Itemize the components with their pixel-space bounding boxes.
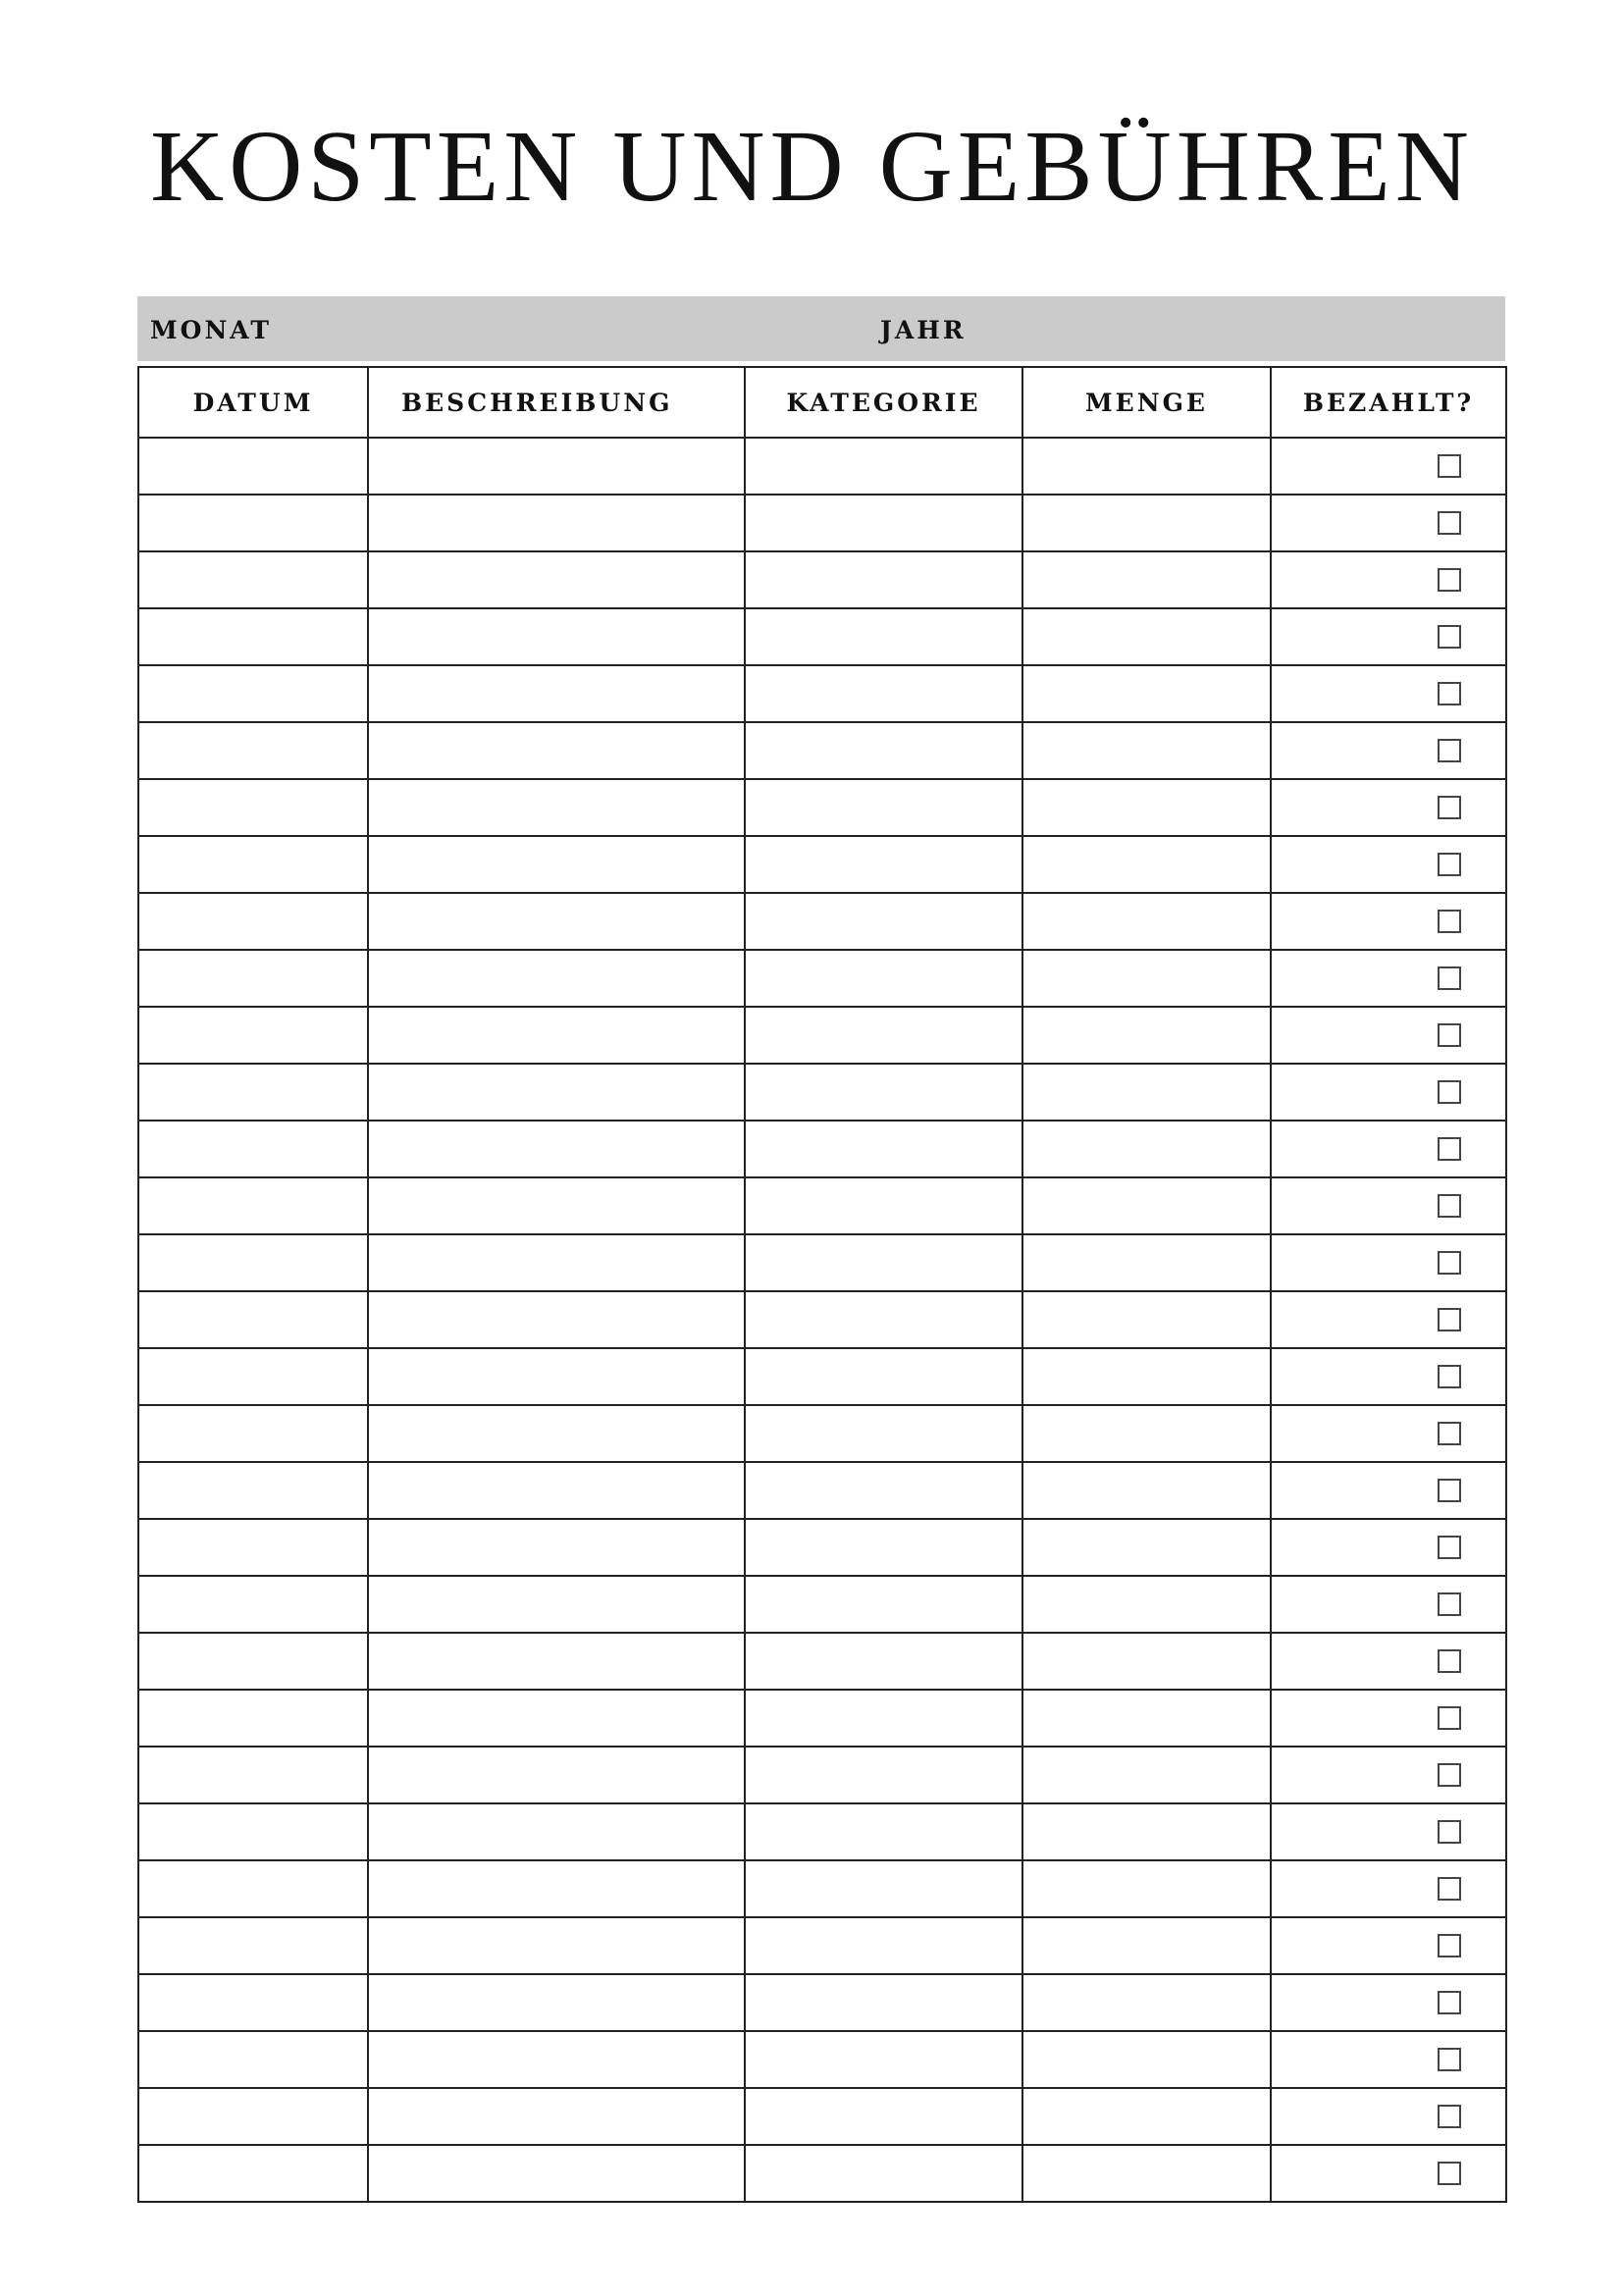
bezahlt-cell	[1271, 2031, 1506, 2088]
paid-checkbox[interactable]	[1438, 1251, 1461, 1275]
month-year-bar	[137, 296, 1505, 361]
bezahlt-cell	[1271, 551, 1506, 608]
bezahlt-cell	[1271, 1007, 1506, 1064]
beschreibung-cell[interactable]	[368, 1234, 745, 1291]
table-row	[138, 1177, 1506, 1234]
paid-checkbox[interactable]	[1438, 682, 1461, 705]
paid-checkbox[interactable]	[1438, 625, 1461, 649]
kategorie-cell[interactable]	[745, 1917, 1022, 1974]
menge-cell[interactable]	[1022, 2031, 1271, 2088]
bezahlt-cell	[1271, 2088, 1506, 2145]
datum-cell[interactable]	[138, 2088, 368, 2145]
datum-cell[interactable]	[138, 665, 368, 722]
menge-cell[interactable]	[1022, 1974, 1271, 2031]
kategorie-cell[interactable]	[745, 1974, 1022, 2031]
kategorie-cell[interactable]	[745, 1519, 1022, 1576]
bezahlt-cell	[1271, 1860, 1506, 1917]
paid-checkbox[interactable]	[1438, 454, 1461, 478]
datum-cell[interactable]	[138, 1121, 368, 1177]
datum-cell[interactable]	[138, 1860, 368, 1917]
beschreibung-cell[interactable]	[368, 2088, 745, 2145]
menge-cell[interactable]	[1022, 1747, 1271, 1803]
paid-checkbox[interactable]	[1438, 1649, 1461, 1673]
column-header-beschreibung: BESCHREIBUNG	[368, 367, 745, 438]
beschreibung-cell[interactable]	[368, 722, 745, 779]
datum-cell[interactable]	[138, 551, 368, 608]
paid-checkbox[interactable]	[1438, 1991, 1461, 2014]
beschreibung-cell[interactable]	[368, 836, 745, 893]
table-row	[138, 2088, 1506, 2145]
table-row	[138, 2031, 1506, 2088]
table-row	[138, 1633, 1506, 1690]
menge-cell[interactable]	[1022, 950, 1271, 1007]
table-row	[138, 722, 1506, 779]
month-label: MONAT	[150, 316, 272, 344]
kategorie-cell[interactable]	[745, 2031, 1022, 2088]
datum-cell[interactable]	[138, 1291, 368, 1348]
datum-cell[interactable]	[138, 1519, 368, 1576]
datum-cell[interactable]	[138, 1576, 368, 1633]
beschreibung-cell[interactable]	[368, 1007, 745, 1064]
datum-cell[interactable]	[138, 1007, 368, 1064]
kategorie-cell[interactable]	[745, 722, 1022, 779]
bezahlt-cell	[1271, 2145, 1506, 2202]
kategorie-cell[interactable]	[745, 438, 1022, 495]
kategorie-cell[interactable]	[745, 1860, 1022, 1917]
paid-checkbox[interactable]	[1438, 1080, 1461, 1104]
table-row	[138, 1519, 1506, 1576]
bezahlt-cell	[1271, 1803, 1506, 1860]
datum-cell[interactable]	[138, 1064, 368, 1121]
paid-checkbox[interactable]	[1438, 1023, 1461, 1047]
menge-cell[interactable]	[1022, 893, 1271, 950]
table-row	[138, 608, 1506, 665]
beschreibung-cell[interactable]	[368, 893, 745, 950]
kategorie-cell[interactable]	[745, 2088, 1022, 2145]
column-header-kategorie: KATEGORIE	[745, 367, 1022, 438]
table-body	[138, 438, 1506, 2202]
paid-checkbox[interactable]	[1438, 966, 1461, 990]
kategorie-cell[interactable]	[745, 1348, 1022, 1405]
bezahlt-cell	[1271, 779, 1506, 836]
paid-checkbox[interactable]	[1438, 1763, 1461, 1787]
datum-cell[interactable]	[138, 893, 368, 950]
datum-cell[interactable]	[138, 836, 368, 893]
beschreibung-cell[interactable]	[368, 1974, 745, 2031]
kategorie-cell[interactable]	[745, 2145, 1022, 2202]
datum-cell[interactable]	[138, 950, 368, 1007]
paid-checkbox[interactable]	[1438, 568, 1461, 592]
beschreibung-cell[interactable]	[368, 1348, 745, 1405]
bezahlt-cell	[1271, 608, 1506, 665]
datum-cell[interactable]	[138, 1177, 368, 1234]
paid-checkbox[interactable]	[1438, 1137, 1461, 1161]
menge-cell[interactable]	[1022, 1007, 1271, 1064]
datum-cell[interactable]	[138, 1974, 368, 2031]
paid-checkbox[interactable]	[1438, 796, 1461, 819]
table-row	[138, 1917, 1506, 1974]
table-header-row	[138, 367, 1506, 438]
kategorie-cell[interactable]	[745, 1462, 1022, 1519]
table-row	[138, 665, 1506, 722]
menge-cell[interactable]	[1022, 608, 1271, 665]
menge-cell[interactable]	[1022, 1405, 1271, 1462]
bezahlt-cell	[1271, 438, 1506, 495]
menge-cell[interactable]	[1022, 1177, 1271, 1234]
beschreibung-cell[interactable]	[368, 1690, 745, 1747]
paid-checkbox[interactable]	[1438, 2048, 1461, 2071]
menge-cell[interactable]	[1022, 2145, 1271, 2202]
column-header-bezahlt: BEZAHLT?	[1271, 367, 1506, 438]
beschreibung-cell[interactable]	[368, 1917, 745, 1974]
kategorie-cell[interactable]	[745, 1803, 1022, 1860]
kategorie-cell[interactable]	[745, 1007, 1022, 1064]
kategorie-cell[interactable]	[745, 1064, 1022, 1121]
beschreibung-cell[interactable]	[368, 779, 745, 836]
beschreibung-cell[interactable]	[368, 1291, 745, 1348]
table-row	[138, 551, 1506, 608]
kategorie-cell[interactable]	[745, 1690, 1022, 1747]
table-row	[138, 1291, 1506, 1348]
bezahlt-cell	[1271, 836, 1506, 893]
page-title: KOSTEN UND GEBÜHREN	[150, 110, 1474, 223]
beschreibung-cell[interactable]	[368, 2031, 745, 2088]
menge-cell[interactable]	[1022, 1291, 1271, 1348]
datum-cell[interactable]	[138, 2031, 368, 2088]
beschreibung-cell[interactable]	[368, 1462, 745, 1519]
menge-cell[interactable]	[1022, 1462, 1271, 1519]
paid-checkbox[interactable]	[1438, 1706, 1461, 1730]
table-row	[138, 1064, 1506, 1121]
paid-checkbox[interactable]	[1438, 1934, 1461, 1957]
bezahlt-cell	[1271, 1519, 1506, 1576]
beschreibung-cell[interactable]	[368, 1803, 745, 1860]
kategorie-cell[interactable]	[745, 1405, 1022, 1462]
table-row	[138, 836, 1506, 893]
bezahlt-cell	[1271, 1917, 1506, 1974]
kategorie-cell[interactable]	[745, 893, 1022, 950]
beschreibung-cell[interactable]	[368, 1519, 745, 1576]
expense-table	[137, 366, 1507, 2203]
table-row	[138, 495, 1506, 551]
menge-cell[interactable]	[1022, 1860, 1271, 1917]
beschreibung-cell[interactable]	[368, 1633, 745, 1690]
table-row	[138, 1348, 1506, 1405]
beschreibung-cell[interactable]	[368, 495, 745, 551]
column-header-menge: MENGE	[1022, 367, 1271, 438]
table-row	[138, 1576, 1506, 1633]
table-row	[138, 1405, 1506, 1462]
table-row	[138, 438, 1506, 495]
menge-cell[interactable]	[1022, 1121, 1271, 1177]
menge-cell[interactable]	[1022, 1803, 1271, 1860]
kategorie-cell[interactable]	[745, 1633, 1022, 1690]
datum-cell[interactable]	[138, 1234, 368, 1291]
table-row	[138, 779, 1506, 836]
bezahlt-cell	[1271, 1405, 1506, 1462]
datum-cell[interactable]	[138, 1405, 368, 1462]
menge-cell[interactable]	[1022, 1234, 1271, 1291]
beschreibung-cell[interactable]	[368, 1747, 745, 1803]
bezahlt-cell	[1271, 1291, 1506, 1348]
bezahlt-cell	[1271, 1462, 1506, 1519]
beschreibung-cell[interactable]	[368, 551, 745, 608]
menge-cell[interactable]	[1022, 1576, 1271, 1633]
kategorie-cell[interactable]	[745, 1291, 1022, 1348]
paid-checkbox[interactable]	[1438, 1479, 1461, 1502]
paid-checkbox[interactable]	[1438, 1308, 1461, 1331]
datum-cell[interactable]	[138, 438, 368, 495]
paid-checkbox[interactable]	[1438, 1536, 1461, 1559]
menge-cell[interactable]	[1022, 551, 1271, 608]
menge-cell[interactable]	[1022, 1348, 1271, 1405]
datum-cell[interactable]	[138, 722, 368, 779]
menge-cell[interactable]	[1022, 438, 1271, 495]
bezahlt-cell	[1271, 1348, 1506, 1405]
kategorie-cell[interactable]	[745, 608, 1022, 665]
menge-cell[interactable]	[1022, 1519, 1271, 1576]
beschreibung-cell[interactable]	[368, 1177, 745, 1234]
table-row	[138, 2145, 1506, 2202]
table-row	[138, 1860, 1506, 1917]
beschreibung-cell[interactable]	[368, 1121, 745, 1177]
kategorie-cell[interactable]	[745, 1177, 1022, 1234]
menge-cell[interactable]	[1022, 1064, 1271, 1121]
beschreibung-cell[interactable]	[368, 950, 745, 1007]
paid-checkbox[interactable]	[1438, 1877, 1461, 1901]
menge-cell[interactable]	[1022, 1633, 1271, 1690]
table-row	[138, 1234, 1506, 1291]
table-row	[138, 1462, 1506, 1519]
paid-checkbox[interactable]	[1438, 1365, 1461, 1388]
paid-checkbox[interactable]	[1438, 2162, 1461, 2185]
datum-cell[interactable]	[138, 1462, 368, 1519]
bezahlt-cell	[1271, 1690, 1506, 1747]
beschreibung-cell[interactable]	[368, 1405, 745, 1462]
paid-checkbox[interactable]	[1438, 1194, 1461, 1218]
bezahlt-cell	[1271, 1576, 1506, 1633]
paid-checkbox[interactable]	[1438, 739, 1461, 762]
bezahlt-cell	[1271, 1747, 1506, 1803]
bezahlt-cell	[1271, 722, 1506, 779]
table-row	[138, 1007, 1506, 1064]
beschreibung-cell[interactable]	[368, 608, 745, 665]
datum-cell[interactable]	[138, 1917, 368, 1974]
menge-cell[interactable]	[1022, 722, 1271, 779]
beschreibung-cell[interactable]	[368, 2145, 745, 2202]
table-row	[138, 1747, 1506, 1803]
datum-cell[interactable]	[138, 608, 368, 665]
paid-checkbox[interactable]	[1438, 853, 1461, 876]
kategorie-cell[interactable]	[745, 779, 1022, 836]
datum-cell[interactable]	[138, 1747, 368, 1803]
kategorie-cell[interactable]	[745, 836, 1022, 893]
beschreibung-cell[interactable]	[368, 665, 745, 722]
table-row	[138, 1690, 1506, 1747]
table-row	[138, 1803, 1506, 1860]
paid-checkbox[interactable]	[1438, 1592, 1461, 1616]
table-row	[138, 950, 1506, 1007]
bezahlt-cell	[1271, 950, 1506, 1007]
bezahlt-cell	[1271, 1121, 1506, 1177]
expense-table-wrapper	[137, 366, 1505, 2203]
datum-cell[interactable]	[138, 2145, 368, 2202]
menge-cell[interactable]	[1022, 779, 1271, 836]
bezahlt-cell	[1271, 1234, 1506, 1291]
menge-cell[interactable]	[1022, 1690, 1271, 1747]
paid-checkbox[interactable]	[1438, 511, 1461, 535]
beschreibung-cell[interactable]	[368, 438, 745, 495]
menge-cell[interactable]	[1022, 2088, 1271, 2145]
table-row	[138, 893, 1506, 950]
bezahlt-cell	[1271, 1974, 1506, 2031]
table-row	[138, 1121, 1506, 1177]
bezahlt-cell	[1271, 1064, 1506, 1121]
datum-cell[interactable]	[138, 495, 368, 551]
kategorie-cell[interactable]	[745, 1747, 1022, 1803]
bezahlt-cell	[1271, 1177, 1506, 1234]
bezahlt-cell	[1271, 665, 1506, 722]
kategorie-cell[interactable]	[745, 551, 1022, 608]
kategorie-cell[interactable]	[745, 665, 1022, 722]
beschreibung-cell[interactable]	[368, 1576, 745, 1633]
menge-cell[interactable]	[1022, 665, 1271, 722]
paid-checkbox[interactable]	[1438, 910, 1461, 933]
paid-checkbox[interactable]	[1438, 1820, 1461, 1844]
kategorie-cell[interactable]	[745, 495, 1022, 551]
datum-cell[interactable]	[138, 1803, 368, 1860]
bezahlt-cell	[1271, 495, 1506, 551]
kategorie-cell[interactable]	[745, 1234, 1022, 1291]
datum-cell[interactable]	[138, 779, 368, 836]
bezahlt-cell	[1271, 1633, 1506, 1690]
year-label: JAHR	[880, 316, 967, 344]
menge-cell[interactable]	[1022, 495, 1271, 551]
datum-cell[interactable]	[138, 1690, 368, 1747]
beschreibung-cell[interactable]	[368, 1860, 745, 1917]
column-header-datum: DATUM	[138, 367, 368, 438]
kategorie-cell[interactable]	[745, 950, 1022, 1007]
kategorie-cell[interactable]	[745, 1121, 1022, 1177]
table-row	[138, 1974, 1506, 2031]
paid-checkbox[interactable]	[1438, 2105, 1461, 2128]
beschreibung-cell[interactable]	[368, 1064, 745, 1121]
kategorie-cell[interactable]	[745, 1576, 1022, 1633]
datum-cell[interactable]	[138, 1633, 368, 1690]
paid-checkbox[interactable]	[1438, 1422, 1461, 1445]
menge-cell[interactable]	[1022, 836, 1271, 893]
datum-cell[interactable]	[138, 1348, 368, 1405]
menge-cell[interactable]	[1022, 1917, 1271, 1974]
bezahlt-cell	[1271, 893, 1506, 950]
